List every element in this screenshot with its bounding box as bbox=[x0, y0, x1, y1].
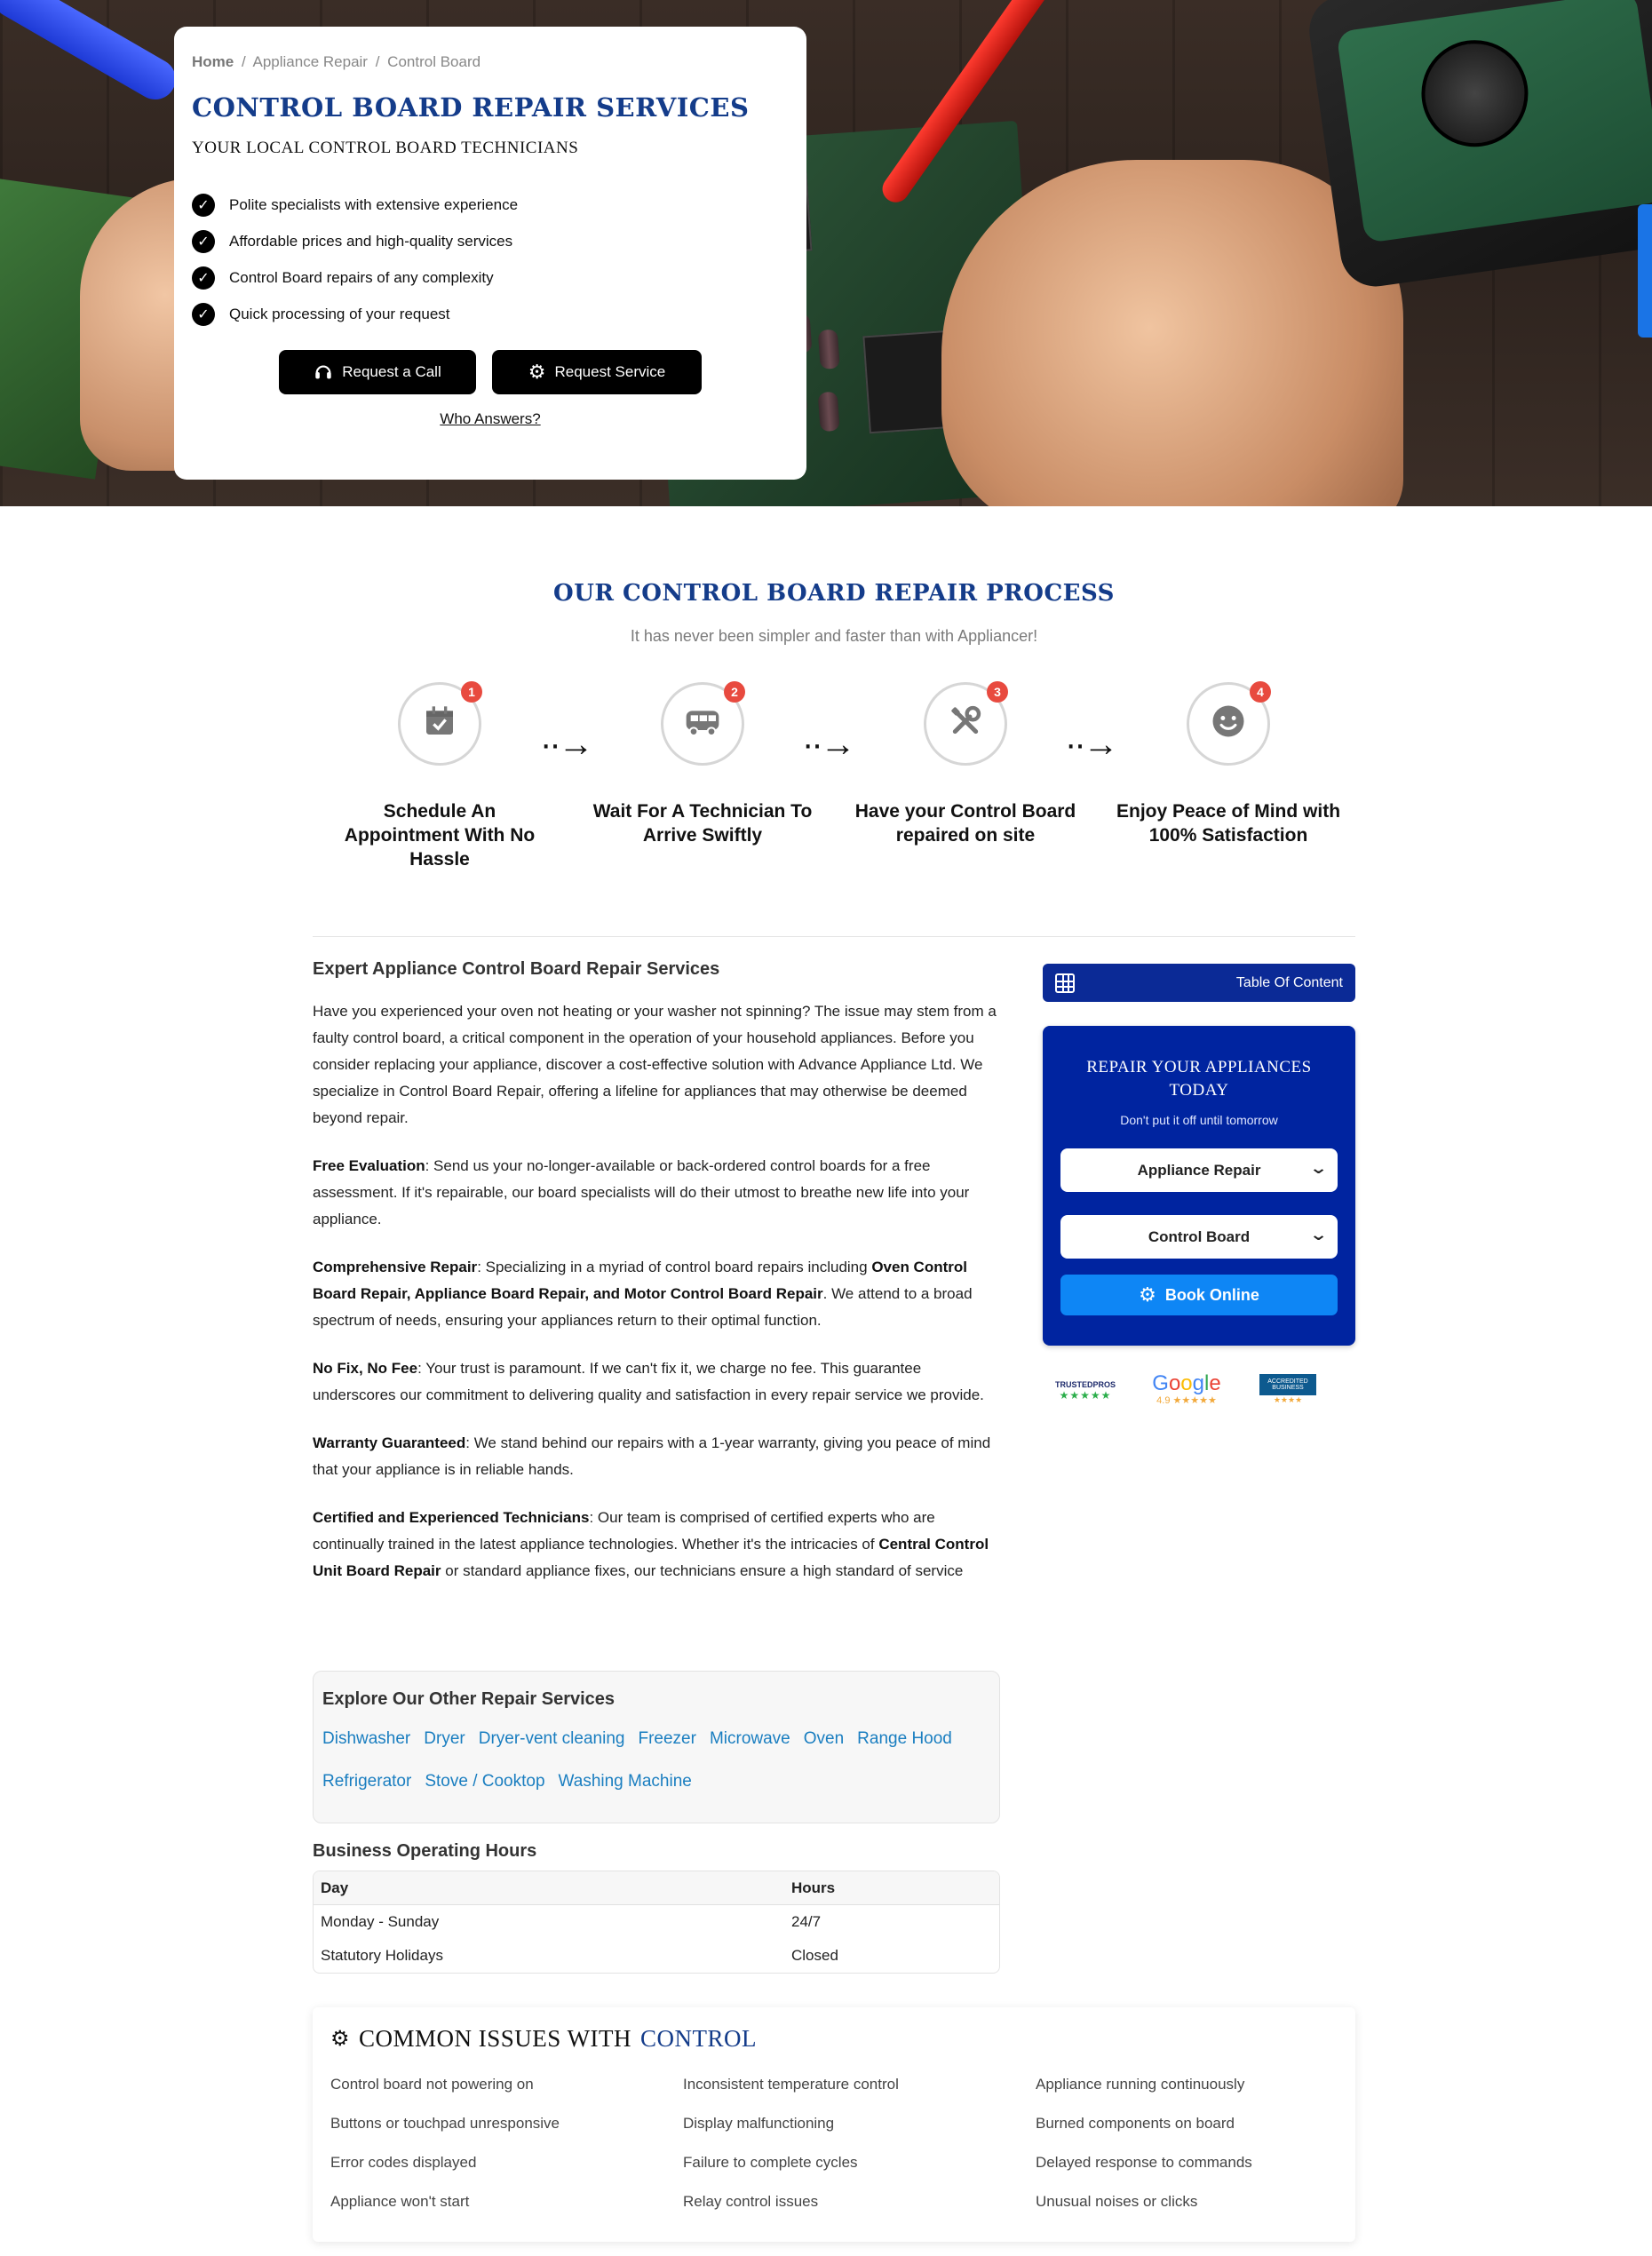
request-call-button[interactable] bbox=[279, 350, 476, 394]
step-number-badge: 2 bbox=[724, 681, 745, 703]
step-circle bbox=[924, 682, 1007, 766]
issues-title-accent: CONTROL bbox=[640, 2025, 758, 2052]
step-label: Enjoy Peace of Mind with 100% Satisfaction bbox=[1116, 801, 1341, 846]
article-paragraph-comprehensive-repair bbox=[313, 1254, 1002, 1334]
smile-icon bbox=[1210, 703, 1247, 746]
trustedpros-badge[interactable] bbox=[1046, 1379, 1124, 1401]
service-link-refrigerator[interactable]: Refrigerator bbox=[322, 1772, 412, 1791]
article-paragraph-technicians bbox=[313, 1505, 1002, 1585]
process-step-1 bbox=[324, 682, 555, 871]
select-value: Control Board bbox=[1148, 1227, 1251, 1245]
paragraph-bold: No Fix, No Fee bbox=[313, 1360, 418, 1377]
article-paragraph-free-evaluation bbox=[313, 1153, 1002, 1233]
google-stars bbox=[1151, 1394, 1222, 1406]
arrow-right-icon: ··→ bbox=[802, 725, 854, 764]
arrow-right-icon: ··→ bbox=[540, 725, 592, 764]
process-step-4 bbox=[1113, 682, 1344, 847]
bbb-label: ACCREDITED BUSINESS bbox=[1259, 1374, 1316, 1395]
article-heading: Expert Appliance Control Board Repair Services bbox=[313, 959, 720, 979]
select-value: Appliance Repair bbox=[1137, 1161, 1261, 1179]
trust-badges bbox=[1046, 1373, 1348, 1406]
list-item: Failure to complete cycles bbox=[683, 2154, 858, 2171]
list-item: Burned components on board bbox=[1036, 2115, 1235, 2132]
list-item: Appliance running continuously bbox=[1036, 2076, 1245, 2093]
hero-pen-image bbox=[0, 0, 183, 107]
column-header-hours: Hours bbox=[791, 1879, 836, 1896]
hours-title: Business Operating Hours bbox=[313, 1841, 537, 1861]
breadcrumb bbox=[192, 53, 789, 73]
van-icon bbox=[683, 703, 722, 745]
star-rating: ★★★★ bbox=[1273, 1395, 1303, 1404]
step-label: Have your Control Board repaired on site bbox=[854, 801, 1076, 846]
paragraph-text: : Our team is comprised of certified experts who are continually trained in the latest appliance technologies. Whether it's the intricacies of bbox=[313, 1509, 935, 1553]
google-rating-badge[interactable] bbox=[1151, 1373, 1222, 1406]
issues-title-main: COMMON ISSUES WITH bbox=[359, 2025, 632, 2052]
list-item: Error codes displayed bbox=[330, 2154, 477, 2171]
star-rating: ★★★★★ bbox=[1172, 1395, 1217, 1406]
step-number-badge: 4 bbox=[1250, 681, 1271, 703]
headset-icon bbox=[314, 362, 333, 382]
step-label: Schedule An Appointment With No Hassle bbox=[344, 801, 536, 870]
service-category-select[interactable] bbox=[1060, 1148, 1338, 1192]
check-circle-icon: ✓ bbox=[192, 303, 215, 326]
step-number-badge: 3 bbox=[987, 681, 1008, 703]
paragraph-text: or standard appliance fixes, our technicians ensure a high standard of service bbox=[441, 1562, 964, 1579]
booking-widget bbox=[1043, 1026, 1355, 1346]
breadcrumb-separator: / bbox=[241, 53, 246, 70]
step-circle bbox=[1187, 682, 1270, 766]
table-cell: 24/7 bbox=[791, 1913, 822, 1930]
check-circle-icon: ✓ bbox=[192, 230, 215, 253]
table-grid-icon bbox=[1055, 973, 1075, 993]
issues-grid bbox=[330, 2065, 1338, 2221]
explore-services-box bbox=[313, 1671, 1000, 1823]
service-link-oven[interactable]: Oven bbox=[803, 1729, 845, 1748]
breadcrumb-separator: / bbox=[375, 53, 380, 70]
common-issues-title bbox=[330, 2025, 1338, 2053]
service-link-washing-machine[interactable]: Washing Machine bbox=[558, 1772, 692, 1791]
service-link-microwave[interactable]: Microwave bbox=[709, 1729, 790, 1748]
arrow-right-icon: ··→ bbox=[1065, 725, 1116, 764]
feature-text: Control Board repairs of any complexity bbox=[229, 268, 494, 286]
table-cell: Closed bbox=[791, 1947, 838, 1964]
calendar-check-icon bbox=[422, 703, 457, 745]
list-item: Inconsistent temperature control bbox=[683, 2076, 899, 2093]
table-row bbox=[314, 1939, 999, 1973]
feature-list bbox=[192, 187, 789, 332]
list-item: Appliance won't start bbox=[330, 2193, 470, 2210]
gear-icon: ⚙ bbox=[1139, 1283, 1156, 1306]
request-service-button[interactable] bbox=[492, 350, 702, 394]
page-title: CONTROL BOARD REPAIR SERVICES bbox=[192, 92, 750, 123]
process-title: OUR CONTROL BOARD REPAIR PROCESS bbox=[553, 580, 1115, 607]
check-circle-icon: ✓ bbox=[192, 194, 215, 217]
paragraph-text: . We attend to a broad spectrum of needs, ensuring your appliances return to their optimal function. bbox=[313, 1285, 973, 1329]
paragraph-bold: Free Evaluation bbox=[313, 1157, 425, 1174]
service-link-dryer-vent[interactable]: Dryer-vent cleaning bbox=[478, 1729, 625, 1748]
gear-icon: ⚙ bbox=[330, 2028, 351, 2051]
toc-label: Table Of Content bbox=[1235, 974, 1343, 990]
service-link-range-hood[interactable]: Range Hood bbox=[857, 1729, 952, 1748]
table-cell: Monday - Sunday bbox=[321, 1913, 440, 1930]
paragraph-bold: Warranty Guaranteed bbox=[313, 1434, 466, 1451]
list-item: Relay control issues bbox=[683, 2193, 819, 2210]
list-item: Control board not powering on bbox=[330, 2076, 534, 2093]
trustedpros-label: TRUSTEDPROS bbox=[1054, 1379, 1116, 1389]
common-issues-section bbox=[313, 2007, 1355, 2242]
feature-item bbox=[192, 296, 789, 332]
process-step-3 bbox=[850, 682, 1081, 847]
book-online-label: Book Online bbox=[1164, 1285, 1259, 1304]
list-item: Unusual noises or clicks bbox=[1036, 2193, 1198, 2210]
column-header-day: Day bbox=[321, 1879, 349, 1896]
paragraph-text: : Specializing in a myriad of control board repairs including bbox=[477, 1259, 872, 1275]
feature-text: Quick processing of your request bbox=[229, 305, 450, 322]
service-link-freezer[interactable]: Freezer bbox=[638, 1729, 696, 1748]
who-answers-link[interactable]: Who Answers? bbox=[440, 410, 541, 427]
hero-cta-row bbox=[192, 350, 789, 394]
bbb-accredited-badge[interactable] bbox=[1259, 1374, 1316, 1405]
request-call-label: Request a Call bbox=[342, 363, 441, 380]
feature-item bbox=[192, 259, 789, 296]
page-subtitle: YOUR LOCAL CONTROL BOARD TECHNICIANS bbox=[192, 139, 579, 157]
google-rating-value: 4.9 bbox=[1156, 1395, 1171, 1406]
article-paragraph-warranty bbox=[313, 1430, 1002, 1483]
star-rating: ★★★★★ bbox=[1059, 1388, 1112, 1402]
feature-item bbox=[192, 187, 789, 223]
table-row bbox=[314, 1905, 999, 1939]
step-circle bbox=[661, 682, 744, 766]
breadcrumb-appliance-repair[interactable]: Appliance Repair bbox=[252, 53, 368, 70]
hours-table bbox=[313, 1871, 1000, 1974]
chevron-down-icon: ⌄ bbox=[1308, 1226, 1329, 1243]
list-item: Buttons or touchpad unresponsive bbox=[330, 2115, 560, 2132]
step-label: Wait For A Technician To Arrive Swiftly bbox=[592, 801, 813, 846]
side-feedback-tab[interactable] bbox=[1638, 204, 1652, 338]
service-link-dryer[interactable]: Dryer bbox=[424, 1729, 465, 1748]
check-circle-icon: ✓ bbox=[192, 266, 215, 290]
article-intro: Have you experienced your oven not heating or your washer not spinning? The issue may stem from a faulty control board, a critical component in the operation of your household appliances. Before you consider replacing your appliance, discover a cost-effective solution with Advance Appliance Ltd. We specialize in Control Board Repair, offering a lifeline for appliances that may otherwise be deemed beyond repair. bbox=[313, 1003, 997, 1126]
step-number-badge: 1 bbox=[461, 681, 482, 703]
explore-title: Explore Our Other Repair Services bbox=[322, 1689, 616, 1709]
hero-banner bbox=[0, 0, 1652, 506]
paragraph-text: : Your trust is paramount. If we can't fix it, we charge no fee. This guarantee underscores our commitment to delivering quality and satisfaction in every repair service we provide. bbox=[313, 1360, 984, 1403]
table-header-row bbox=[314, 1871, 999, 1905]
list-item: Delayed response to commands bbox=[1036, 2154, 1252, 2171]
feature-text: Polite specialists with extensive experience bbox=[229, 195, 519, 213]
process-step-2 bbox=[587, 682, 818, 847]
table-cell: Statutory Holidays bbox=[321, 1947, 443, 1964]
request-service-label: Request Service bbox=[554, 363, 666, 380]
gear-icon: ⚙ bbox=[528, 361, 546, 383]
paragraph-bold: Oven Control Board Repair, Appliance Board Repair, and Motor Control Board Repair bbox=[313, 1259, 967, 1302]
table-of-content-button[interactable] bbox=[1043, 964, 1355, 1002]
hero-card bbox=[174, 27, 806, 480]
step-circle bbox=[398, 682, 481, 766]
service-link-stove[interactable]: Stove / Cooktop bbox=[425, 1772, 545, 1791]
appliance-type-select[interactable] bbox=[1060, 1215, 1338, 1259]
process-subtitle: It has never been simpler and faster than with Appliancer! bbox=[630, 627, 1038, 645]
service-links bbox=[322, 1724, 997, 1797]
list-item: Display malfunctioning bbox=[683, 2115, 835, 2132]
chevron-down-icon: ⌄ bbox=[1308, 1159, 1329, 1177]
article-paragraph-no-fix-no-fee bbox=[313, 1355, 1002, 1409]
paragraph-bold: Central Control Unit Board Repair bbox=[313, 1536, 989, 1579]
paragraph-text: : Send us your no-longer-available or back-ordered control boards for a free assessment. If it's repairable, our board specialists will do their utmost to breathe new life into your appliance. bbox=[313, 1157, 970, 1227]
breadcrumb-current: Control Board bbox=[387, 53, 481, 70]
widget-note: Don't put it off until tomorrow bbox=[1120, 1113, 1278, 1127]
section-divider bbox=[313, 936, 1355, 937]
paragraph-bold: Certified and Experienced Technicians bbox=[313, 1509, 590, 1526]
widget-title: REPAIR YOUR APPLIANCES TODAY bbox=[1086, 1058, 1312, 1100]
google-logo: Google bbox=[1152, 1371, 1221, 1395]
breadcrumb-home[interactable]: Home bbox=[192, 53, 234, 70]
book-online-button[interactable] bbox=[1060, 1275, 1338, 1315]
paragraph-bold: Comprehensive Repair bbox=[313, 1259, 478, 1275]
hero-multimeter-image bbox=[1305, 0, 1652, 291]
article-content bbox=[313, 959, 1002, 1606]
feature-text: Affordable prices and high-quality services bbox=[229, 232, 513, 250]
paragraph-text: : We stand behind our repairs with a 1-year warranty, giving you peace of mind that your appliance is in reliable hands. bbox=[313, 1434, 991, 1478]
feature-item bbox=[192, 223, 789, 259]
tools-icon bbox=[948, 703, 983, 745]
service-link-dishwasher[interactable]: Dishwasher bbox=[322, 1729, 411, 1748]
